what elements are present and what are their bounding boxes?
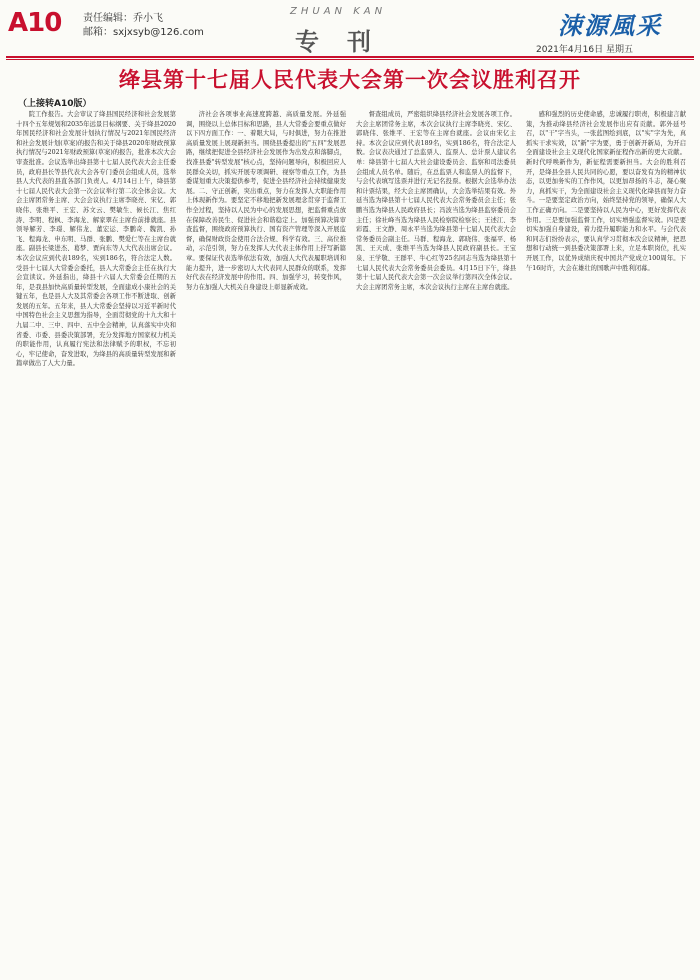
page-number: A10 [8, 8, 62, 38]
column-text: 感和强烈的历史使命感，忠诚履行职责，积极建言献策，为推动绛县经济社会发展作出应有贡献。郭外延号召，以"干"字当头，一张蓝图绘到底，以"实"字为先，真抓实干求实效，以"新"字为要，勇于创新开新局，为开启全面建设社会主义现代化国家新征程作出新的更大贡献。新时代呼唤新作为，新征程需要新担当。大会的胜利召开，是绛县全县人民共同的心愿，要以奋发有为的精神状态，以更加务实的工作作风，以更加昂扬的斗志，凝心聚力，真抓实干，为全面建设社会主义现代化绛县而努力奋斗。一是要坚定政治方向，始终坚持党的领导，确保人大工作正确方向。二是要坚持以人民为中心，更好发挥代表作用。三是要加强监督工作，切实增强监督实效。四是要切实加强自身建设，着力提升履职能力和水平。与会代表和同志们纷纷表示，要认真学习贯彻本次会议精神，把思想和行动统一到县委决策部署上来，立足本职岗位，扎实开展工作，以优异成绩庆祝中国共产党成立100周年。下午16时许，大会在雄壮的国歌声中胜利闭幕。 [526, 111, 686, 272]
article-headline: 绛县第十七届人民代表大会第一次会议胜利召开 [119, 68, 581, 92]
editor-info [83, 12, 204, 40]
email-line: 邮箱：sxjxsyb@126.com [83, 27, 204, 38]
article-column [16, 110, 176, 972]
article-column [356, 110, 516, 972]
section-title: 专刊 [295, 27, 399, 56]
issue-date: 2021年4月16日 星期五 [536, 45, 633, 55]
editor-line: 责任编辑：乔小飞 [83, 13, 163, 24]
article-body [16, 110, 686, 972]
column-text: 督查组成员，严密组织绛县经济社会发展各项工作。大会主席团常务主席，本次会议执行主席李晓亮、宋亿、郭晓伟、张维平、王宏等在主席台就座。会议由宋亿主持。本次会议应到代表189名，实到186名，符合法定人数。会议表决通过了总监票人、监票人、总计票人建议名单：绛县第十七届人大社会建设委员会、监察和司法委员会组成人员名单。随后，在总监票人和监票人的监督下，与会代表填写选票并进行无记名投票。根据大会选举办法和计票结果，经大会主席团确认，大会选举结果有效。外延当选为绛县第十七届人民代表大会常务委员会主任；张鹏当选为绛县人民政府县长；冯波当选为绛县监察委员会主任；徐社峰当选为绛县人民检察院检察长；王述江、李彩霞、王文静、周永平当选为绛县第十七届人民代表大会常务委员会副主任。马群、程海龙、郭晓伟、张福平、杨凯、王天成、张维平当选为绛县人民政府副县长。王宝泉、王学敬、王群平、牛心红等25名同志当选为绛县第十七届人民代表大会常务委员会委员。4月15日下午，绛县第十七届人民代表大会第一次会议举行第四次全体会议。大会主席团常务主席，本次会议执行主席在主席台就座。 [356, 111, 516, 291]
brand-title: 涑源風采 [558, 11, 662, 40]
article-column [526, 110, 686, 972]
column-text: 院工作报告。大会审议了绛县国民经济和社会发展第十四个五年规划和2035年远景目标纲要、关于绛县2020年国民经济和社会发展计划执行情况与2021年国民经济和社会发展计划(草案)的报告和关于绛县2020年财政预算执行情况与2021年财政预算(草案)的报告，批准本次大会审查批准。会议选举出绛县第十七届人民代表大会主任委员，政府县长等县代表大会各专门委员会组成人员，选举县人大代表的县直各部门负责人。4月14日上午，绛县第十七届人民代表大会第一次会议举行第二次全体会议。大会主席团常务主席、大会会议执行主席李晓亮、宋亿、郭晓伟、张维平、王宏、苏文云、樊敏生、候长江、焦红涛、李明、程枫、李海龙、解家翠在主席台前排就座。县领导解芳、李璟、解伟龙、董宏运、李鹏奇、魏凯、孙飞、程海龙、申东明、马群、张鹏、樊爱仁等在主席台就座。副县长梁进杰、葛梦、贾向东等人大代表出席会议。本次会议应到代表189名，实到186名，符合法定人数。受县十七届人大常委会委托，县人大常委会主任在执行大会宣读议。外延指出，绛县十六届人大常委会任期的五年，是我县加快高质量转型发展，全面建成小康社会的关键五年，也是县人大及其常委会各项工作不断进取、创新发展的五年。五年来，县人大常委会坚持以习近平新时代中国特色社会主义思想为指导，全面贯彻党的十九大和十九届二中、三中、四中、五中全会精神，认真落实中央和省委、市委、县委决策部署，充分发挥地方国家权力机关的职能作用，认真履行宪法和法律赋予的职权，不忘初心，牢记使命，奋发进取，为绛县的高质量转型发展和新篇章做出了人大力量。 [16, 111, 176, 368]
article-column [186, 110, 346, 972]
masthead-rule-thin [6, 59, 694, 60]
column-text: 济社会各项事业高速度跨越、高质量发展。外延强调，围绕以上总体目标和思路，县人大常委会要重点做好以下四方面工作：一、着眼大局，与时俱进，努力在推进高质量发展上展现新担当。围绕县委提出的"五四"发展思路，继续把促进全县经济社会发展作为出发点和落脚点，找准县委"转型发展"核心点，坚持问题导向，积极回应人民群众关切，抓实开展专项调研、视察等重点工作，为县委谋划重大决策提供参考，促进全县经济社会持续健康发展。二、守正创新，突出重点，努力在发挥人大职能作用上体现新作为。要坚定不移地把新发展理念贯穿于监督工作全过程，坚持以人民为中心的发展思想，把监督重点放在保障改善民生、促进社会和谐稳定上。加强预算决算审查监督，围绕政府预算执行、国有资产管理等深入开展监督，确保财政资金使用合法合规、科学有效。三、高位推动，示范引领，努力在发挥人大代表主体作用上抒写新篇章。要保证代表选举依法有效，加强人大代表履职培训和能力提升，进一步密切人大代表同人民群众的联系，发挥好代表在经济发展中的作用。四、加强学习，转变作风，努力在加强人大机关自身建设上彰显新成效。 [186, 111, 346, 291]
continued-note: （上接转A10版） [18, 99, 92, 109]
masthead-rule [6, 56, 694, 58]
masthead [0, 0, 700, 58]
section-pinyin: ZHUAN KAN [290, 6, 387, 17]
